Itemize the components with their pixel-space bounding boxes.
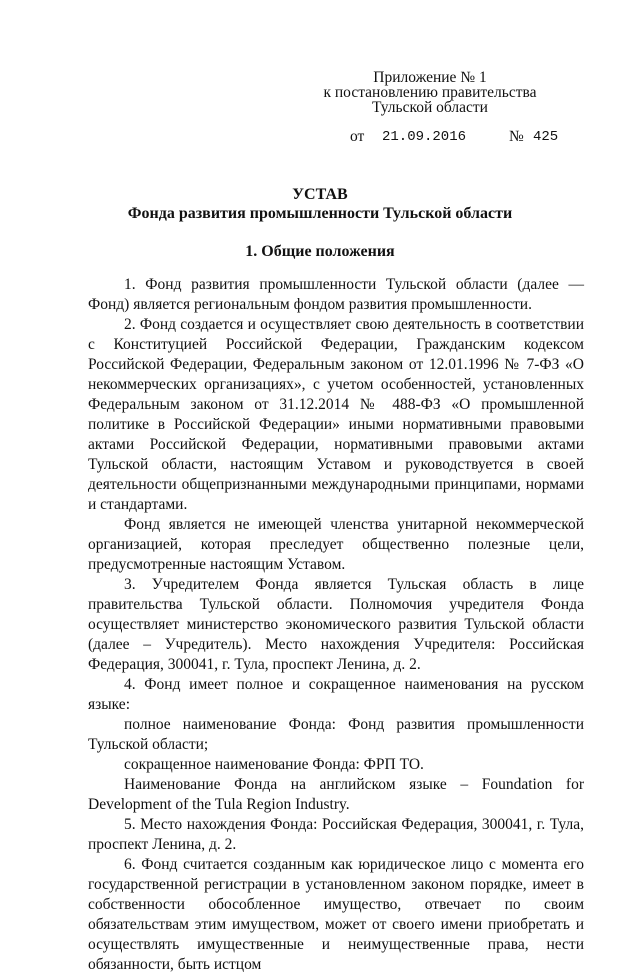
appendix-line-2: к постановлению правительства [323, 84, 537, 101]
title-sub: Фонда развития промышленности Тульской области [127, 205, 513, 222]
date-label: от [350, 128, 365, 145]
document-title [0, 185, 640, 223]
paragraph-9: 5. Место нахождения Фонда: Российская Федерация, 300041, г. Тула, проспект Ленина, д. 2. [88, 816, 584, 853]
appendix-line-3: Тульской области [372, 99, 488, 116]
paragraph-10: 6. Фонд считается созданным как юридическое лицо с момента его государственной регистрации в установленном законом порядке, имеет в собственности обособленное имущество, отвечает по своим обязательствам этим имуществом, может от своего имени приобретать и осуществлять имущественные и неимущественные права, нести обязанности, быть истцом [88, 856, 584, 973]
title-main: УСТАВ [292, 186, 348, 203]
document-body [88, 275, 584, 975]
paragraph-4: 3. Учредителем Фонда является Тульская область в лице правительства Тульской области. Полномочия учредителя Фонда осуществляет министерство экономического развития Тульской области (далее – Учредитель). Место нахождения Учредителя: Российская Федерация, 300041, г. Тула, проспект Ленина, д. 2. [88, 576, 584, 673]
paragraph-7: сокращенное наименование Фонда: ФРП ТО. [124, 756, 424, 773]
paragraph-8: Наименование Фонда на английском языке – Foundation for Development of the Tula Region Industry. [88, 776, 584, 813]
paragraph-6: полное наименование Фонда: Фонд развития промышленности Тульской области; [88, 716, 584, 753]
document-number: 425 [533, 129, 559, 145]
paragraph-3: Фонд является не имеющей членства унитарной некоммерческой организацией, которая преследует общественно полезные цели, предусмотренные настоящим Уставом. [88, 516, 584, 573]
paragraph-2: 2. Фонд создается и осуществляет свою деятельность в соответствии с Конституцией Российской Федерации, Гражданским кодексом Российской Федерации, Федеральным законом от 12.01.1996 № 7-ФЗ «О некоммерческих организациях», с учетом особенностей, установленных Федеральным законом от 31.12.2014 № 488-ФЗ «О промышленной политике в Российской Федерации» иными нормативными правовыми актами Российской Федерации, нормативными правовыми актами Тульской области, настоящим Уставом и руководствуется в своей деятельности общепризнанными международными принципами, нормами и стандартами. [88, 316, 584, 513]
number-label: № [509, 128, 524, 145]
section-heading: 1. Общие положения [245, 243, 395, 260]
appendix-header [300, 70, 560, 115]
document-date: 21.09.2016 [382, 129, 467, 145]
paragraph-1: 1. Фонд развития промышленности Тульской области (далее — Фонд) является региональным фондом развития промышленности. [88, 276, 584, 313]
paragraph-5: 4. Фонд имеет полное и сокращенное наименования на русском языке: [88, 676, 584, 713]
appendix-line-1: Приложение № 1 [373, 69, 487, 86]
